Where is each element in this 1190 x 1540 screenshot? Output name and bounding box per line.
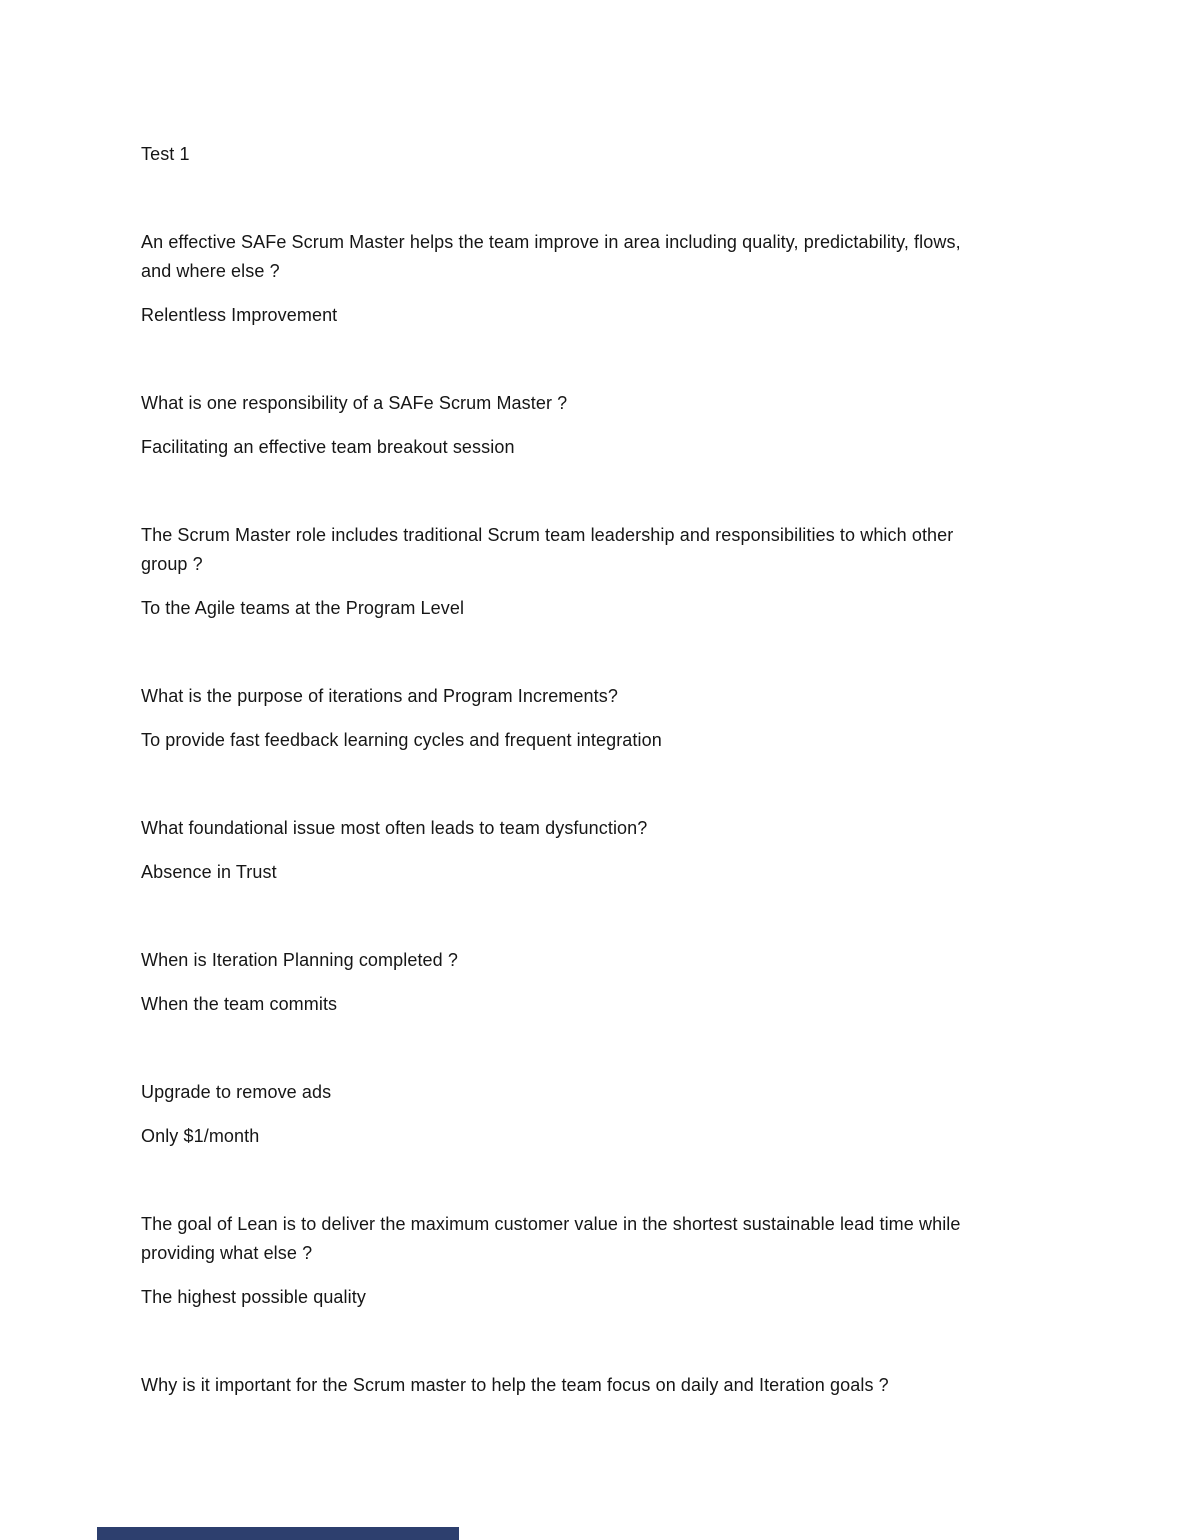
question-text	[141, 1210, 1130, 1268]
question-line: The Scrum Master role includes traditional Scrum team leadership and responsibilities to which other	[141, 525, 954, 545]
partial-footer-bar	[97, 1527, 459, 1540]
answer-line: To the Agile teams at the Program Level	[141, 598, 465, 618]
question-text	[141, 946, 1130, 975]
question-text	[141, 814, 1130, 843]
question-line: When is Iteration Planning completed ?	[141, 950, 458, 970]
answer-line: Absence in Trust	[141, 862, 277, 882]
answer-line: When the team commits	[141, 994, 338, 1014]
question-text	[141, 1371, 1130, 1400]
question-text	[141, 682, 1130, 711]
answer-text	[141, 858, 1130, 887]
answer-text	[141, 990, 1130, 1019]
question-line: The goal of Lean is to deliver the maximum customer value in the shortest sustainable lead time while	[141, 1214, 961, 1234]
answer-line: Facilitating an effective team breakout session	[141, 437, 515, 457]
question-line: and where else ?	[141, 261, 280, 281]
question-line: providing what else ?	[141, 1243, 313, 1263]
answer-line: Relentless Improvement	[141, 305, 338, 325]
question-text	[141, 389, 1130, 418]
question-line: An effective SAFe Scrum Master helps the team improve in area including quality, predictability, flows,	[141, 232, 961, 252]
question-text	[141, 521, 1130, 579]
question-line: What is one responsibility of a SAFe Scrum Master ?	[141, 393, 568, 413]
question-line: group ?	[141, 554, 203, 574]
ad-price-line: Only $1/month	[141, 1126, 260, 1146]
upgrade-ad	[141, 1078, 1130, 1107]
question-line: Why is it important for the Scrum master to help the team focus on daily and Iteration goals ?	[141, 1375, 889, 1395]
answer-line: The highest possible quality	[141, 1287, 366, 1307]
answer-text	[141, 301, 1130, 330]
answer-line: To provide fast feedback learning cycles and frequent integration	[141, 730, 662, 750]
question-text	[141, 228, 1130, 286]
answer-text	[141, 433, 1130, 462]
question-line: What is the purpose of iterations and Program Increments?	[141, 686, 618, 706]
answer-text	[141, 1283, 1130, 1312]
upgrade-link[interactable]: Upgrade to remove ads	[141, 1082, 332, 1102]
answer-text	[141, 726, 1130, 755]
answer-text	[141, 594, 1130, 623]
ad-price	[141, 1122, 1130, 1151]
question-line: What foundational issue most often leads to team dysfunction?	[141, 818, 648, 838]
page-title: Test 1	[141, 144, 190, 164]
